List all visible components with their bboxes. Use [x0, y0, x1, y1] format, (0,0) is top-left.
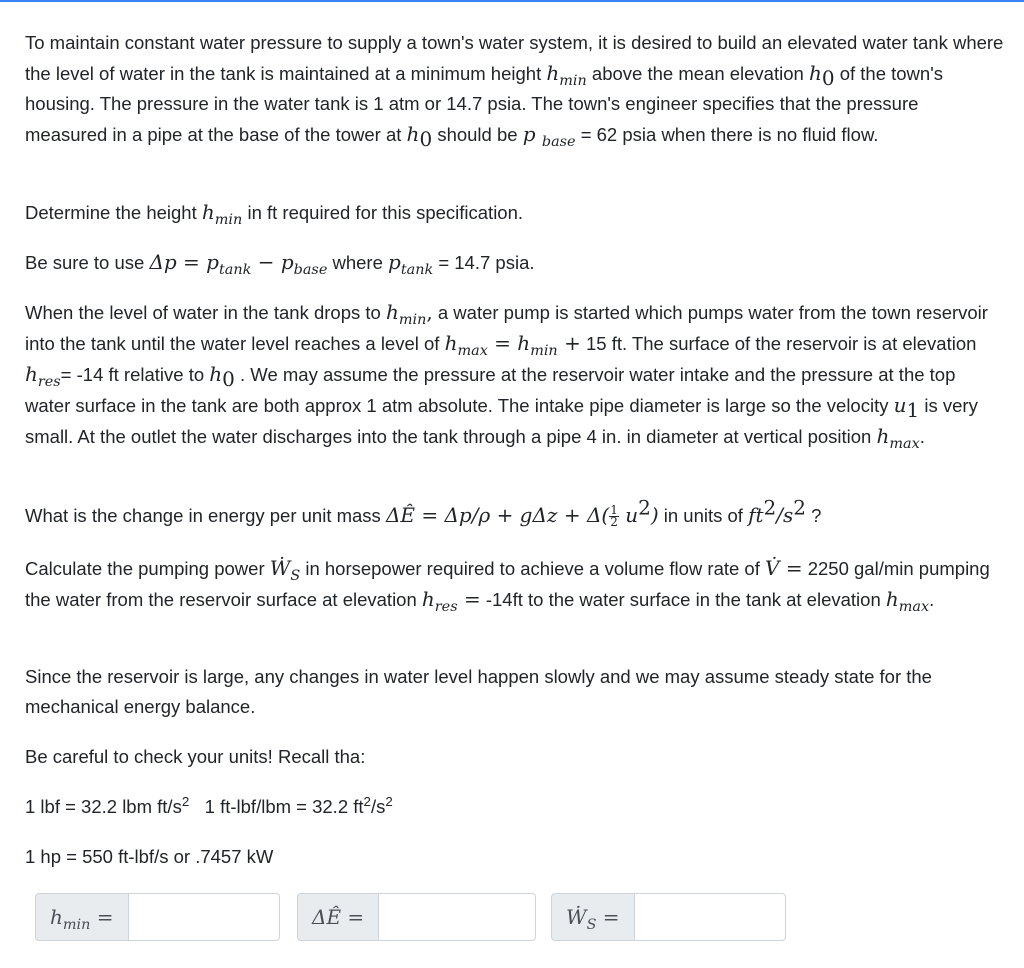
math-energy-expression: ΔÊ = Δp/ρ + gΔz + Δ( $\frac{1}{2}$ $u^2$) [385, 495, 659, 529]
text: above the mean elevation [591, 63, 804, 84]
math-hres: $h_{res}$ [25, 362, 61, 390]
math-hmin: $h_{min}$, [385, 300, 433, 328]
paragraph-unit-conversions: 1 lbf = 32.2 lbm $ft/s^2$ 1 ft-lbf/lbm = 32.2 $ft^2/s^2$ [25, 793, 393, 817]
input-label-delta-e: ΔÊ = [297, 893, 378, 941]
input-label-ws: Ẇ$_S$ = [551, 893, 634, 941]
paragraph-intro [25, 28, 1005, 150]
fraction-one-half: $\frac{1}{2}$ [610, 503, 618, 529]
paragraph-energy-question: What is the change in energy per unit mass ΔÊ = Δp/ρ + gΔz + Δ( $\frac{1}{2}$ $u^2$) in units of $ft^2/s^2$ ? [25, 495, 822, 529]
paragraph-delta-p: Be sure to use $\Delta p = p_{tank} - p_{base}$ where $p_{tank} = 14.7$ psia. [25, 250, 535, 278]
math-h0: $h_0$ [808, 61, 835, 90]
answer-inputs [35, 893, 805, 943]
paragraph-pump-description: When the level of water in the tank drops to $h_{min}$, a water pump is started which pumps water from the town reservoir into the tank until the water level reaches a level of $h_{max} = h_{min} + 15$ ft. The surface of the reservoir is at elevation $h_{res}= -14$ ft relative to $h_0$ . We may assume the pressure at the reservoir water intake and the pressure at the top water surface in the tank are both approx 1 atm absolute. The intake pipe diameter is large so the velocity $u_1$ is very small. At the outlet the water discharges into the tank through a pipe 4 in. in diameter at vertical position $h_{max}$. [25, 300, 988, 452]
text: = 62 psia when there is no fluid flow. [580, 124, 879, 145]
math-units: $ft^2/s^2$ [748, 495, 807, 527]
math-ws: Ẇ$_S$ [269, 556, 301, 584]
delta-e-input[interactable] [378, 893, 536, 941]
math-u1: $u_1$ [893, 393, 920, 422]
input-label-hmin: $h_{min}$ = [35, 893, 128, 941]
text: To maintain constant water pressure to supply a town's water system, it is desired to build an elevated water tank where the level of water in the tank is maintained at a minimum height [25, 32, 1004, 84]
paragraph-hp-conversion: 1 hp = 550 ft-lbf/s or .7457 kW [25, 846, 274, 867]
math-ptank: $p_{tank}$ [388, 250, 434, 278]
ws-input[interactable] [634, 893, 786, 941]
math-hmax: $h_{max}$ [876, 424, 920, 452]
math-hmin: $h_{min}$ [201, 200, 243, 228]
input-group-hmin [35, 893, 280, 941]
math-vdot: V̇ = [765, 556, 803, 580]
top-accent-bar [0, 0, 1024, 2]
hmin-input[interactable] [128, 893, 280, 941]
math-hres: $h_{res}$ = [421, 587, 481, 615]
math-pbase: p $_{base}$ [522, 122, 576, 150]
paragraph-units-reminder: Be careful to check your units! Recall tha: [25, 746, 366, 767]
math-hmax: $h_{max}$ [885, 587, 930, 615]
input-group-delta-e [297, 893, 536, 941]
math-h0: $h_0$ [209, 362, 235, 391]
text: should be [437, 124, 518, 145]
math-hmax-equation: $h_{max} = h_{min}$ + [444, 331, 581, 359]
math-h0: $h_0$ [406, 122, 433, 151]
input-group-ws [551, 893, 786, 941]
math-hmin: $h_{min}$ [546, 61, 587, 89]
paragraph-steady-state: Since the reservoir is large, any changes in water level happen slowly and we may assume steady state for the mechanical energy balance. [25, 666, 932, 717]
paragraph-pumping-power: Calculate the pumping power Ẇ$_S$ in horsepower required to achieve a volume flow rate of V̇ = 2250 gal/min pumping the water from the reservoir surface at elevation $h_{res} = -14ft$ to the water surface in the tank at elevation $h_{max}$. [25, 556, 990, 615]
math-delta-p: $\Delta p = p_{tank} - p_{base}$ [149, 250, 328, 278]
text: of the town's housing. The pressure in the water tank is 1 atm or 14.7 psia. The town's engineer specifies that the pressure measured in a pipe at the base of the tower at [25, 63, 943, 145]
paragraph-determine-height: Determine the height $h_{min}$ in ft required for this specification. [25, 200, 524, 228]
